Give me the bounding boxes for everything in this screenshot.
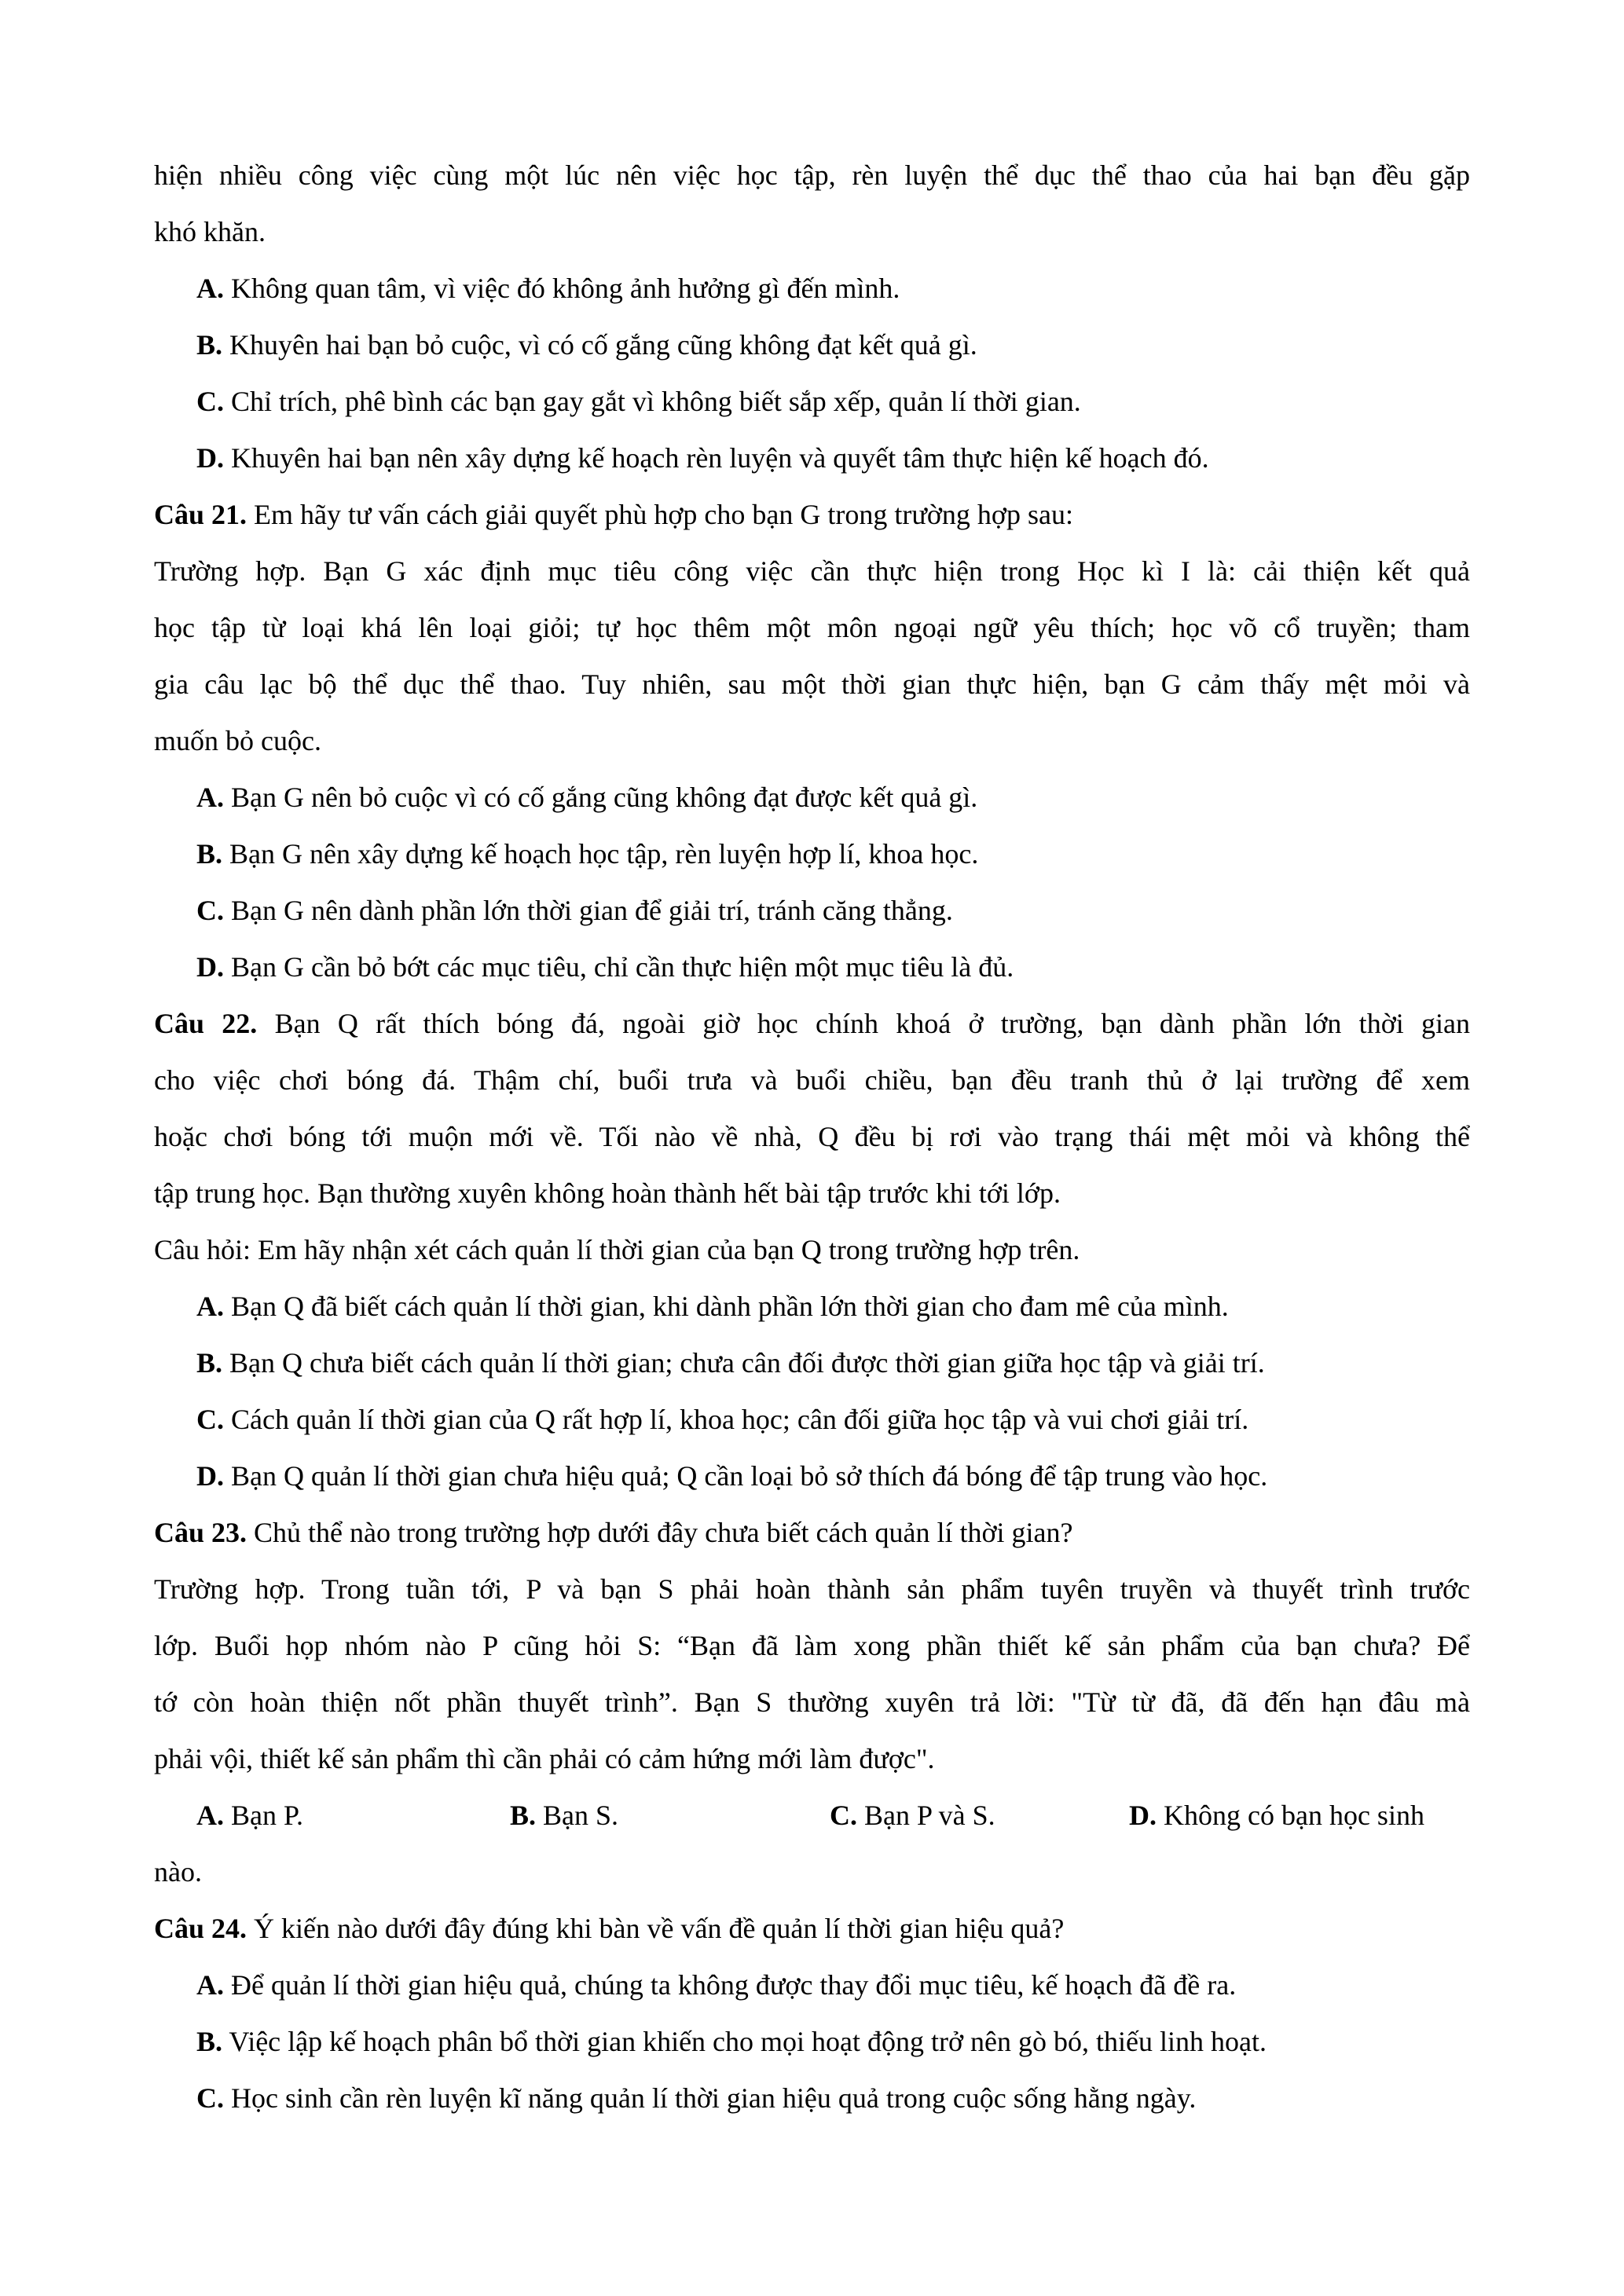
line-text: cho việc chơi bóng đá. Thậm chí, buổi trưa và buổi chiều, bạn đều tranh thủ ở lại trường để xem <box>154 1064 1470 1096</box>
answer-option <box>830 1787 995 1844</box>
text-line <box>154 1674 1470 1730</box>
text-line <box>154 1900 1470 1957</box>
text-line <box>154 1391 1470 1448</box>
line-text: Không quan tâm, vì việc đó không ảnh hưởng gì đến mình. <box>224 273 900 304</box>
line-bold-label: C. <box>196 386 224 417</box>
text-line <box>154 203 1470 260</box>
answer-option <box>510 1787 618 1844</box>
text-line <box>154 1957 1470 2013</box>
line-text: hoặc chơi bóng tới muộn mới về. Tối nào về nhà, Q đều bị rơi vào trạng thái mệt mỏi và không thể <box>154 1121 1470 1152</box>
line-text: tập trung học. Bạn thường xuyên không hoàn thành hết bài tập trước khi tới lớp. <box>154 1177 1061 1209</box>
line-bold-label: D. <box>196 1460 224 1492</box>
text-line <box>154 543 1470 599</box>
text-line <box>154 1278 1470 1335</box>
text-line <box>154 656 1470 712</box>
line-text: hiện nhiều công việc cùng một lúc nên việc học tập, rèn luyện thể dục thể thao của hai bạn đều gặp <box>154 159 1470 191</box>
answer-option-text: Không có bạn học sinh <box>1157 1800 1424 1831</box>
line-text: Bạn Q quản lí thời gian chưa hiệu quả; Q cần loại bỏ sở thích đá bóng để tập trung vào học. <box>224 1460 1268 1492</box>
line-bold-label: Câu 22. <box>154 1008 258 1039</box>
text-line <box>154 1165 1470 1221</box>
line-bold-label: C. <box>196 1404 224 1435</box>
text-line <box>154 1561 1470 1617</box>
line-bold-label: B. <box>196 329 223 361</box>
line-bold-label: A. <box>196 1291 224 1322</box>
line-text: Bạn Q rất thích bóng đá, ngoài giờ học chính khoá ở trường, bạn dành phần lớn thời gian <box>257 1008 1470 1039</box>
line-bold-label: C. <box>196 2082 224 2114</box>
line-text: Bạn Q chưa biết cách quản lí thời gian; chưa cân đối được thời gian giữa học tập và giải trí. <box>222 1347 1265 1379</box>
line-bold-label: D. <box>196 951 224 983</box>
text-line <box>154 1448 1470 1504</box>
line-bold-label: Câu 23. <box>154 1517 247 1548</box>
text-line <box>154 486 1470 543</box>
line-text: muốn bỏ cuộc. <box>154 725 321 756</box>
line-text: Bạn G nên bỏ cuộc vì có cố gắng cũng không đạt được kết quả gì. <box>224 782 978 813</box>
text-line <box>154 147 1470 203</box>
line-bold-label: Câu 24. <box>154 1913 247 1944</box>
line-text: Trường hợp. Bạn G xác định mục tiêu công việc cần thực hiện trong Học kì I là: cải thiện kết quả <box>154 555 1470 587</box>
text-line <box>154 939 1470 995</box>
line-bold-label: Câu 21. <box>154 499 247 530</box>
text-line <box>154 317 1470 373</box>
answer-option-text: Bạn P. <box>224 1800 304 1831</box>
answer-option <box>1129 1787 1424 1844</box>
line-bold-label: D. <box>196 442 224 474</box>
line-text: Trường hợp. Trong tuần tới, P và bạn S phải hoàn thành sản phẩm tuyên truyền và thuyết trình trước <box>154 1573 1470 1605</box>
line-text: Câu hỏi: Em hãy nhận xét cách quản lí thời gian của bạn Q trong trường hợp trên. <box>154 1234 1080 1265</box>
line-text: Khuyên hai bạn bỏ cuộc, vì có cố gắng cũng không đạt kết quả gì. <box>222 329 977 361</box>
text-line <box>154 712 1470 769</box>
line-bold-label: A. <box>196 782 224 813</box>
text-line <box>154 2013 1470 2070</box>
answer-option <box>196 1787 303 1844</box>
answer-option-text: Bạn P và S. <box>857 1800 995 1831</box>
text-line <box>154 260 1470 317</box>
line-text: Ý kiến nào dưới đây đúng khi bàn về vấn đề quản lí thời gian hiệu quả? <box>247 1913 1065 1944</box>
text-line <box>154 2070 1470 2126</box>
line-text: khó khăn. <box>154 216 266 247</box>
text-line <box>154 1844 1470 1900</box>
text-line <box>154 373 1470 430</box>
line-text: Khuyên hai bạn nên xây dựng kế hoạch rèn luyện và quyết tâm thực hiện kế hoạch đó. <box>224 442 1209 474</box>
line-bold-label: A. <box>196 1969 224 2001</box>
line-text: Chủ thể nào trong trường hợp dưới đây chưa biết cách quản lí thời gian? <box>247 1517 1073 1548</box>
text-line <box>154 1335 1470 1391</box>
line-text: Để quản lí thời gian hiệu quả, chúng ta không được thay đổi mục tiêu, kế hoạch đã đề ra. <box>224 1969 1237 2001</box>
line-text: phải vội, thiết kế sản phẩm thì cần phải có cảm hứng mới làm được". <box>154 1743 935 1774</box>
line-bold-label: C. <box>196 895 224 926</box>
text-line <box>154 882 1470 939</box>
text-line <box>154 1108 1470 1165</box>
line-text: Bạn Q đã biết cách quản lí thời gian, khi dành phần lớn thời gian cho đam mê của mình. <box>224 1291 1229 1322</box>
line-bold-label: B. <box>196 1347 223 1379</box>
text-line <box>154 430 1470 486</box>
line-text: tớ còn hoàn thiện nốt phần thuyết trình”. Bạn S thường xuyên trả lời: "Từ từ đã, đã đến hạn đâu mà <box>154 1686 1470 1718</box>
line-bold-label: B. <box>196 2026 223 2057</box>
line-text: Bạn G nên xây dựng kế hoạch học tập, rèn luyện hợp lí, khoa học. <box>222 838 979 870</box>
text-line <box>154 1052 1470 1108</box>
answer-option-letter: B. <box>510 1800 537 1831</box>
text-line <box>154 599 1470 656</box>
line-text: Chỉ trích, phê bình các bạn gay gắt vì không biết sắp xếp, quản lí thời gian. <box>224 386 1081 417</box>
line-text: Học sinh cần rèn luyện kĩ năng quản lí thời gian hiệu quả trong cuộc sống hằng ngày. <box>224 2082 1197 2114</box>
text-line <box>154 1221 1470 1278</box>
line-text: học tập từ loại khá lên loại giỏi; tự học thêm một môn ngoại ngữ yêu thích; học võ cổ truyền; tham <box>154 612 1470 643</box>
line-text: gia câu lạc bộ thể dục thể thao. Tuy nhiên, sau một thời gian thực hiện, bạn G cảm thấy mệt mỏi và <box>154 668 1470 700</box>
line-text: Em hãy tư vấn cách giải quyết phù hợp cho bạn G trong trường hợp sau: <box>247 499 1073 530</box>
text-line <box>154 826 1470 882</box>
line-text: lớp. Buổi họp nhóm nào P cũng hỏi S: “Bạn đã làm xong phần thiết kế sản phẩm của bạn chưa? Để <box>154 1630 1470 1661</box>
line-text: Cách quản lí thời gian của Q rất hợp lí, khoa học; cân đối giữa học tập và vui chơi giải trí. <box>224 1404 1249 1435</box>
document-body <box>154 147 1470 2126</box>
line-text: Việc lập kế hoạch phân bổ thời gian khiến cho mọi hoạt động trở nên gò bó, thiếu linh hoạt. <box>222 2026 1267 2057</box>
answer-option-text: Bạn S. <box>536 1800 619 1831</box>
text-line <box>154 995 1470 1052</box>
text-line <box>154 1504 1470 1561</box>
line-text: Bạn G nên dành phần lớn thời gian để giải trí, tránh căng thẳng. <box>224 895 953 926</box>
text-line <box>154 1730 1470 1787</box>
answer-options-row <box>154 1787 1470 1844</box>
answer-option-letter: D. <box>1129 1800 1157 1831</box>
text-line <box>154 1617 1470 1674</box>
text-line <box>154 769 1470 826</box>
answer-option-letter: C. <box>830 1800 857 1831</box>
line-text: Bạn G cần bỏ bớt các mục tiêu, chỉ cần thực hiện một mục tiêu là đủ. <box>224 951 1014 983</box>
line-text: nào. <box>154 1856 202 1888</box>
line-bold-label: A. <box>196 273 224 304</box>
line-bold-label: B. <box>196 838 223 870</box>
answer-option-letter: A. <box>196 1800 224 1831</box>
